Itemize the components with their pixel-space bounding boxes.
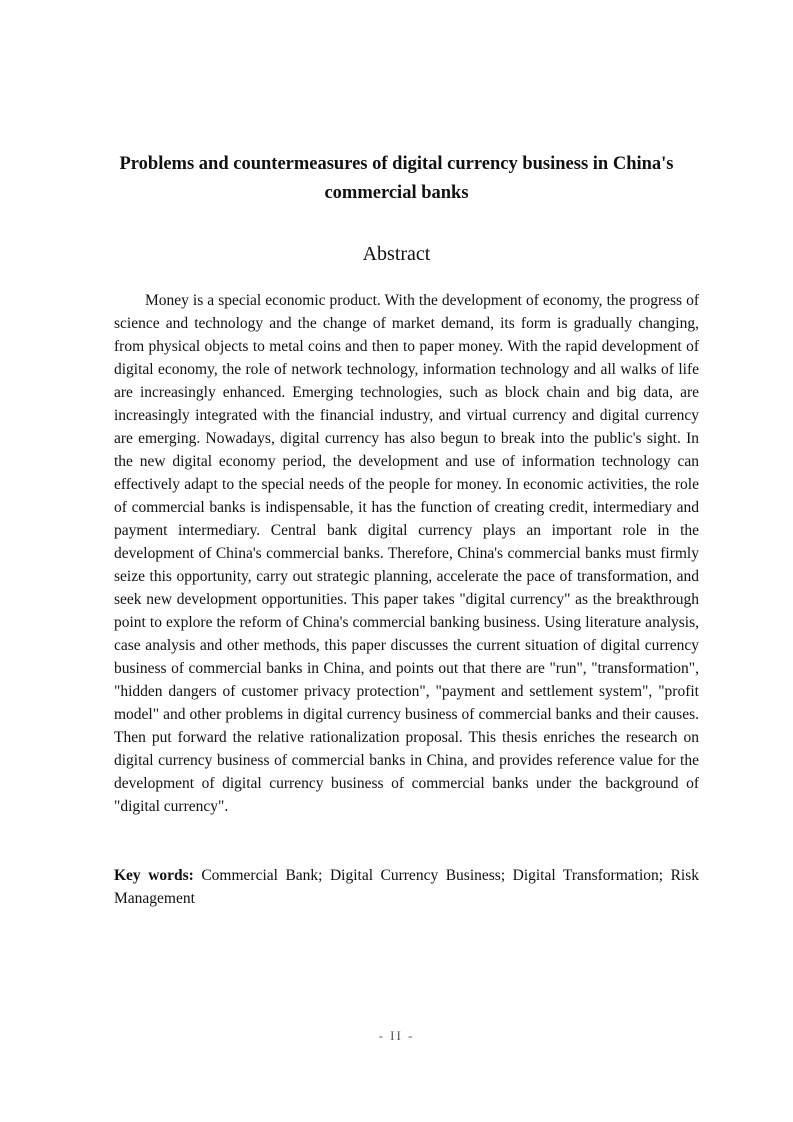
keywords-text: Commercial Bank; Digital Currency Business; Digital Transformation; Risk Management	[114, 867, 699, 907]
document-title: Problems and countermeasures of digital currency business in China's commercial banks	[119, 154, 674, 203]
abstract-heading: Abstract	[362, 243, 431, 265]
page-number: - II -	[378, 1028, 415, 1043]
abstract-body: Money is a special economic product. With the development of economy, the progress of science and technology and the change of market demand, its form is gradually changing, from physical objects to metal coins and then to paper money. With the rapid development of digital economy, the role of network technology, information technology and all walks of life are increasingly enhanced. Emerging technologies, such as block chain and big data, are increasingly integrated with the financial industry, and virtual currency and digital currency are emerging. Nowadays, digital currency has also begun to break into the public's sight. In the new digital economy period, the development and use of information technology can effectively adapt to the special needs of the people for money. In economic activities, the role of commercial banks is indispensable, it has the function of creating credit, intermediary and payment intermediary. Central bank digital currency plays an important role in the development of China's commercial banks. Therefore, China's commercial banks must firmly seize this opportunity, carry out strategic planning, accelerate the pace of transformation, and seek new development opportunities. This paper takes "digital currency" as the breakthrough point to explore the reform of China's commercial banking business. Using literature analysis, case analysis and other methods, this paper discusses the current situation of digital currency business of commercial banks in China, and points out that there are "run", "transformation", "hidden dangers of customer privacy protection", "payment and settlement system", "profit model" and other problems in digital currency business of commercial banks and their causes. Then put forward the relative rationalization proposal. This thesis enriches the research on digital currency business of commercial banks in China, and provides reference value for the development of digital currency business of commercial banks under the background of "digital currency".	[114, 292, 699, 815]
keywords-label: Key words:	[114, 867, 194, 884]
keywords-paragraph	[114, 864, 699, 910]
